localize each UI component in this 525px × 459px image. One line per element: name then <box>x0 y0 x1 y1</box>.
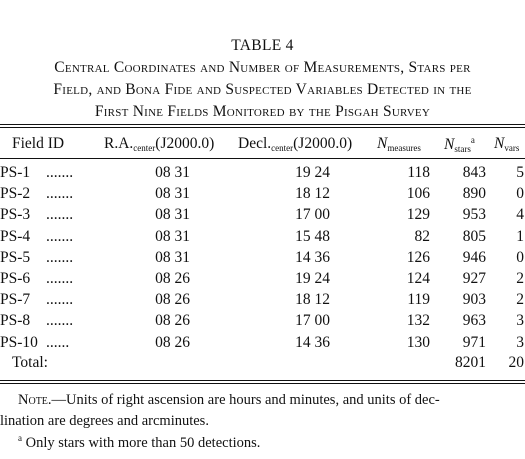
total-label: Total: <box>12 354 48 371</box>
cell-leader-dots: ....... <box>46 291 74 309</box>
cell-n-vars: 0 <box>516 248 524 266</box>
top-rule-upper <box>0 124 525 125</box>
cell-n-stars: 927 <box>462 270 486 287</box>
table-number: TABLE 4 <box>231 37 294 54</box>
cell-n-measures: 82 <box>414 227 430 245</box>
cell-n-measures: 119 <box>407 291 430 309</box>
cell-dec: 17 00 <box>295 312 330 330</box>
cell-ra: 08 26 <box>155 312 190 330</box>
header-n-vars: $N_{vars}$ <box>494 135 520 153</box>
cell-ra: 08 31 <box>155 206 190 224</box>
cell-field-id: PS-1 <box>0 164 31 181</box>
bottom-rule-lower <box>0 383 525 384</box>
cell-ra: 08 31 <box>155 185 190 203</box>
cell-n-vars: 1 <box>516 227 524 245</box>
cell-n-measures: 106 <box>406 185 430 203</box>
cell-field-id: PS-3 <box>0 206 31 224</box>
cell-ra: 08 31 <box>155 227 190 245</box>
cell-dec: 17 00 <box>295 206 330 224</box>
cell-n-measures: 124 <box>406 270 430 287</box>
cell-n-measures: 126 <box>406 248 430 266</box>
cell-ra: 08 26 <box>155 270 190 287</box>
cell-leader-dots: ....... <box>46 270 74 287</box>
header-ra: $R.A._{center}(J2000.0)$ <box>104 135 215 153</box>
cell-n-measures: 129 <box>406 206 430 224</box>
header-n-measures: $N_{measures}$ <box>377 135 421 153</box>
caption-line-1: Central Coordinates and Number of Measurements, Stars per <box>54 59 471 76</box>
cell-field-id: PS-10 <box>0 333 38 351</box>
cell-leader-dots: ....... <box>46 185 74 203</box>
cell-n-measures: 118 <box>407 164 430 181</box>
cell-n-stars: 946 <box>462 248 486 266</box>
table-note: Note.—Units of right ascension are hours and minutes, and units of dec- <box>18 392 440 408</box>
cell-leader-dots: ....... <box>46 206 74 224</box>
cell-field-id: PS-8 <box>0 312 31 330</box>
bottom-rule-upper <box>0 380 525 381</box>
cell-n-stars: 971 <box>462 333 486 351</box>
cell-dec: 18 12 <box>295 291 330 309</box>
cell-n-vars: 0 <box>516 185 524 203</box>
header-n-stars: $N_{stars}^a$ <box>444 135 475 154</box>
cell-n-vars: 3 <box>516 312 524 330</box>
cell-field-id: PS-6 <box>0 270 31 287</box>
cell-dec: 19 24 <box>295 164 330 181</box>
cell-field-id: PS-2 <box>0 185 31 203</box>
cell-dec: 15 48 <box>295 227 330 245</box>
cell-n-measures: 130 <box>406 333 430 351</box>
cell-leader-dots: ...... <box>46 333 70 351</box>
cell-leader-dots: ....... <box>46 312 74 330</box>
cell-leader-dots: ....... <box>46 164 74 181</box>
cell-n-stars: 843 <box>462 164 486 181</box>
cell-n-stars: 963 <box>462 312 486 330</box>
cell-n-stars: 890 <box>462 185 486 203</box>
caption-line-3: First Nine Fields Monitored by the Pisgah Survey <box>94 103 431 120</box>
cell-n-vars: 2 <box>516 270 524 287</box>
cell-leader-dots: ....... <box>46 227 74 245</box>
cell-ra: 08 26 <box>155 333 190 351</box>
cell-ra: 08 26 <box>155 291 190 309</box>
cell-n-vars: 2 <box>516 291 524 309</box>
cell-dec: 14 36 <box>295 333 330 351</box>
cell-field-id: PS-5 <box>0 248 31 266</box>
header-dec: $Decl._{center}(J2000.0)$ <box>238 135 353 153</box>
cell-n-vars: 3 <box>516 333 524 351</box>
table-note-continued: lination are degrees and arcminutes. <box>0 413 209 429</box>
cell-leader-dots: ....... <box>46 248 74 266</box>
cell-ra: 08 31 <box>155 248 190 266</box>
table-footnote: $^a$ Only stars with more than 50 detections. <box>18 433 261 451</box>
caption-line-2: Field, and Bona Fide and Suspected Variables Detected in the <box>53 81 472 98</box>
top-rule-lower <box>0 127 525 128</box>
note-label: Note. <box>18 392 52 408</box>
cell-n-vars: 4 <box>516 206 524 224</box>
total-n-vars: 20 <box>508 354 524 371</box>
cell-ra: 08 31 <box>155 164 190 181</box>
cell-n-stars: 805 <box>462 227 486 245</box>
cell-dec: 14 36 <box>295 248 330 266</box>
cell-field-id: PS-4 <box>0 227 31 245</box>
total-n-stars: 8201 <box>455 354 486 371</box>
cell-dec: 19 24 <box>295 270 330 287</box>
cell-n-vars: 5 <box>516 164 524 181</box>
cell-n-stars: 903 <box>462 291 486 309</box>
cell-dec: 18 12 <box>295 185 330 203</box>
header-field-id: Field ID <box>12 135 65 152</box>
cell-n-stars: 953 <box>462 206 486 224</box>
cell-field-id: PS-7 <box>0 291 31 309</box>
cell-n-measures: 132 <box>406 312 430 330</box>
header-rule <box>0 158 525 159</box>
